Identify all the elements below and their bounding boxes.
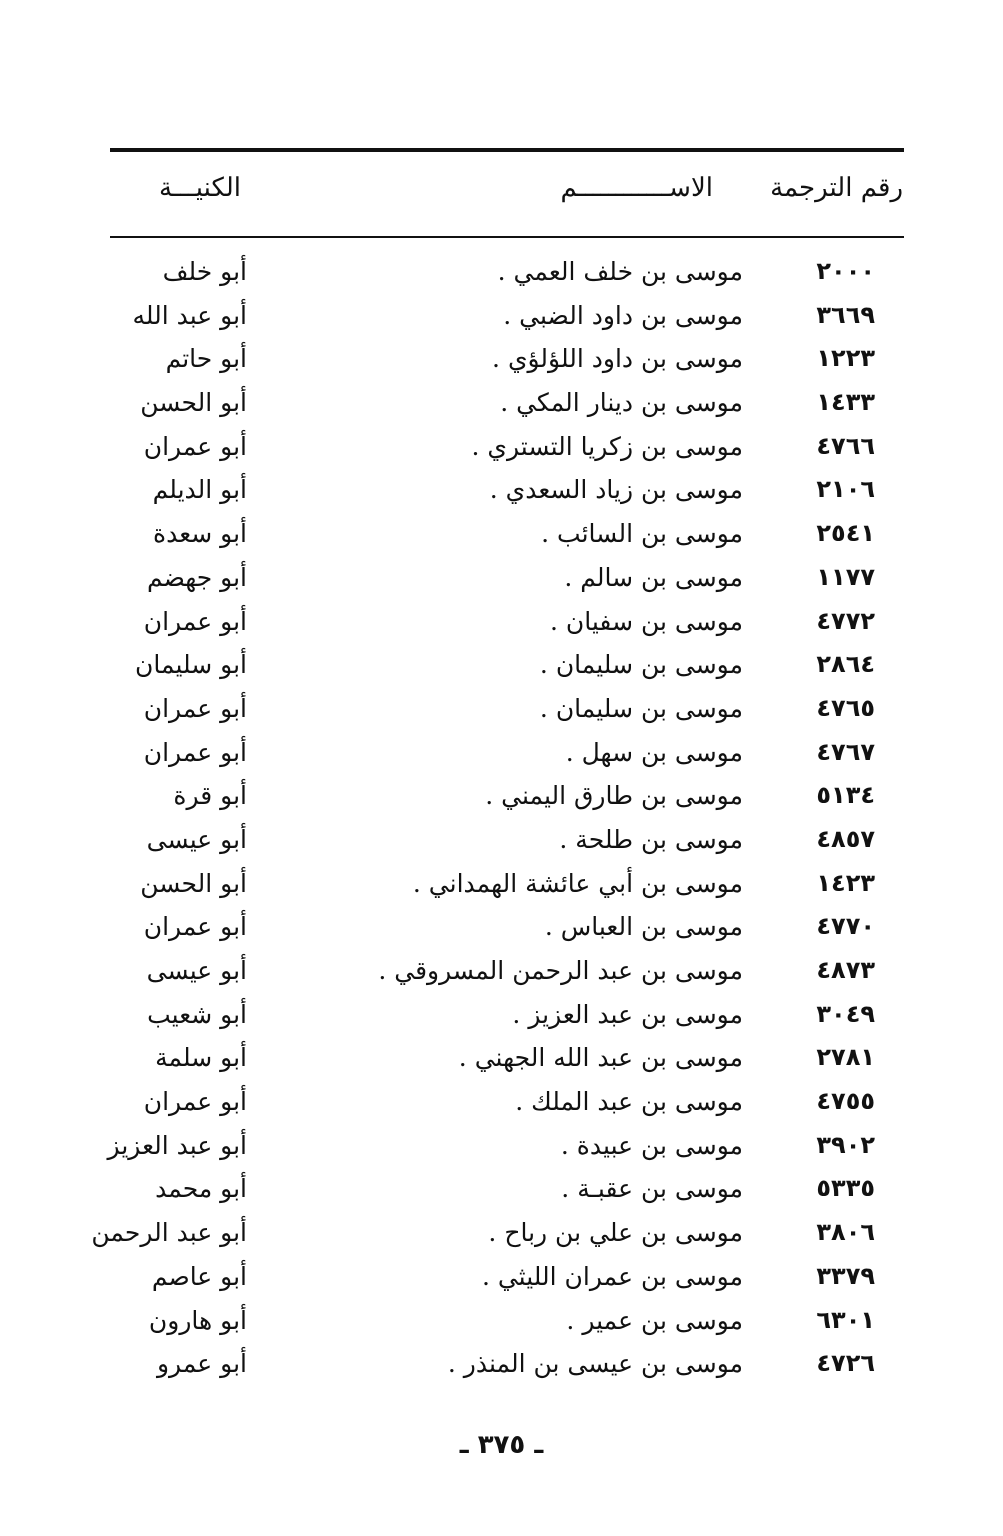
entry-number: ٣٩٠٢ [816, 1130, 875, 1159]
entry-name: موسى بن داود الضبي . [503, 300, 743, 330]
entry-number: ١٢٢٣ [816, 344, 875, 373]
entry-number: ٢٧٨١ [816, 1043, 875, 1072]
entry-name: موسى بن داود اللؤلؤي . [492, 344, 743, 374]
entry-kunya: أبو عمران [143, 912, 247, 942]
table-row [0, 1167, 1003, 1211]
entry-number: ٣٠٤٩ [816, 999, 875, 1028]
entry-kunya: أبو محمد [155, 1174, 247, 1204]
table-row [0, 1036, 1003, 1080]
header-top-rule [110, 148, 904, 152]
table-row [0, 1080, 1003, 1124]
table-row [0, 512, 1003, 556]
table-row [0, 1255, 1003, 1299]
entry-number: ٥١٣٤ [816, 781, 875, 810]
entry-kunya: أبو سلمة [155, 1043, 247, 1073]
entry-name: موسى بن أبي عائشة الهمداني . [412, 868, 743, 898]
column-header-number: رقم الترجمة [770, 173, 903, 203]
entry-number: ٤٧٦٧ [816, 737, 875, 766]
entry-number: ٤٧٥٥ [816, 1087, 875, 1116]
entry-number: ٤٨٧٣ [816, 956, 875, 984]
entry-name: موسى بن عمران الليثي . [481, 1261, 743, 1291]
entry-kunya: أبو جهضم [146, 562, 247, 592]
entry-number: ٤٧٦٦ [816, 431, 875, 460]
entry-kunya: أبو حاتم [165, 344, 247, 374]
entry-number: ٣٣٧٩ [816, 1261, 875, 1290]
entry-name: موسى بن عيسى بن المنذر . [447, 1349, 743, 1379]
entry-name: موسى بن عبد الله الجهني . [458, 1043, 743, 1073]
page-number: ـ ٣٧٥ ـ [459, 1430, 544, 1460]
column-header-name: الاســــــــــــم [560, 173, 713, 203]
entry-name: موسى بن خلف العمي . [497, 257, 743, 286]
entry-kunya: أبو عمران [143, 1087, 247, 1117]
entry-name: موسى بن عمير . [566, 1305, 743, 1335]
entry-number: ٤٧٢٦ [816, 1349, 875, 1378]
entry-number: ٤٧٦٥ [816, 693, 875, 722]
entry-name: موسى بن زكريا التستري . [471, 431, 743, 461]
entry-number: ٦٣٠١ [816, 1305, 875, 1334]
entry-name: موسى بن عبد العزيز . [512, 999, 743, 1029]
entry-name: موسى بن السائب . [541, 519, 743, 549]
entries-table [0, 250, 1003, 1386]
entry-kunya: أبو عاصم [151, 1261, 247, 1291]
table-row [0, 818, 1003, 862]
entry-kunya: أبو الحسن [140, 868, 247, 898]
entry-kunya: أبو عمران [143, 431, 247, 461]
column-header-kunya: الكنيـــة [159, 173, 241, 203]
entry-name: موسى بن العباس . [544, 912, 743, 942]
entry-number: ٥٣٣٥ [816, 1174, 875, 1203]
entry-number: ٢٨٦٤ [816, 650, 875, 679]
entry-name: موسى بن طلحة . [559, 824, 743, 854]
entry-number: ٢١٠٦ [816, 475, 875, 504]
entry-name: موسى بن زياد السعدي . [489, 475, 743, 505]
table-row [0, 425, 1003, 469]
entry-number: ١١٧٧ [816, 562, 875, 591]
entry-name: موسى بن سفيان . [550, 606, 743, 636]
entry-kunya: أبو الديلم [152, 475, 247, 505]
table-row [0, 949, 1003, 993]
entry-name: موسى بن طارق اليمني . [485, 781, 743, 811]
entry-number: ٣٨٠٦ [816, 1218, 875, 1247]
table-row [0, 993, 1003, 1037]
entry-kunya: أبو خلف [162, 257, 247, 286]
entry-number: ٢٠٠٠ [816, 257, 875, 285]
entry-kunya: أبو الحسن [140, 388, 247, 418]
entry-name: موسى بن عبد الملك . [515, 1087, 743, 1117]
entry-name: موسى بن علي بن رباح . [488, 1218, 743, 1248]
entry-number: ٤٨٥٧ [816, 824, 875, 853]
table-row [0, 862, 1003, 906]
entry-name: موسى بن سالم . [564, 562, 743, 592]
entry-number: ١٤٣٣ [816, 388, 875, 417]
table-row [0, 905, 1003, 949]
entry-number: ٤٧٧٢ [816, 606, 875, 635]
entry-number: ٢٥٤١ [816, 519, 875, 548]
entry-kunya: أبو عمران [143, 693, 247, 723]
entry-name: موسى بن عبد الرحمن المسروقي . [378, 956, 743, 985]
entry-name: موسى بن دينار المكي . [500, 388, 743, 418]
table-row [0, 381, 1003, 425]
table-row [0, 643, 1003, 687]
entry-kunya: أبو عمرو [156, 1349, 247, 1379]
entry-kunya: أبو عمران [143, 606, 247, 636]
entry-kunya: أبو سعدة [153, 519, 247, 549]
entry-kunya: أبو سليمان [135, 650, 247, 680]
table-row [0, 600, 1003, 644]
entry-name: موسى بن عبيدة . [560, 1130, 743, 1160]
table-row [0, 250, 1003, 294]
table-row [0, 1299, 1003, 1343]
entry-kunya: أبو عيسى [146, 824, 247, 854]
entry-number: ٣٦٦٩ [816, 300, 875, 329]
entry-kunya: أبو عيسى [146, 956, 247, 985]
table-row [0, 337, 1003, 381]
entry-name: موسى بن سليمان . [539, 650, 743, 680]
entry-kunya: أبو قرة [173, 781, 247, 811]
table-row [0, 294, 1003, 338]
table-row [0, 774, 1003, 818]
entry-kunya: أبو هارون [148, 1305, 247, 1335]
table-row [0, 1211, 1003, 1255]
header-bottom-rule [110, 236, 904, 238]
entry-kunya: أبو عبد الله [132, 300, 247, 330]
table-row [0, 468, 1003, 512]
table-row [0, 687, 1003, 731]
table-row [0, 731, 1003, 775]
table-row [0, 556, 1003, 600]
entry-kunya: أبو عبد الرحمن [91, 1218, 247, 1248]
entry-kunya: أبو شعيب [147, 999, 247, 1029]
table-row [0, 1124, 1003, 1168]
entry-kunya: أبو عمران [143, 737, 247, 767]
entry-name: موسى بن سليمان . [539, 693, 743, 723]
entry-kunya: أبو عبد العزيز [107, 1130, 247, 1160]
entry-name: موسى بن عقبـة . [561, 1174, 743, 1204]
entry-number: ١٤٢٣ [816, 868, 875, 897]
entry-number: ٤٧٧٠ [816, 912, 875, 941]
table-row [0, 1342, 1003, 1386]
entry-name: موسى بن سهل . [565, 737, 743, 767]
